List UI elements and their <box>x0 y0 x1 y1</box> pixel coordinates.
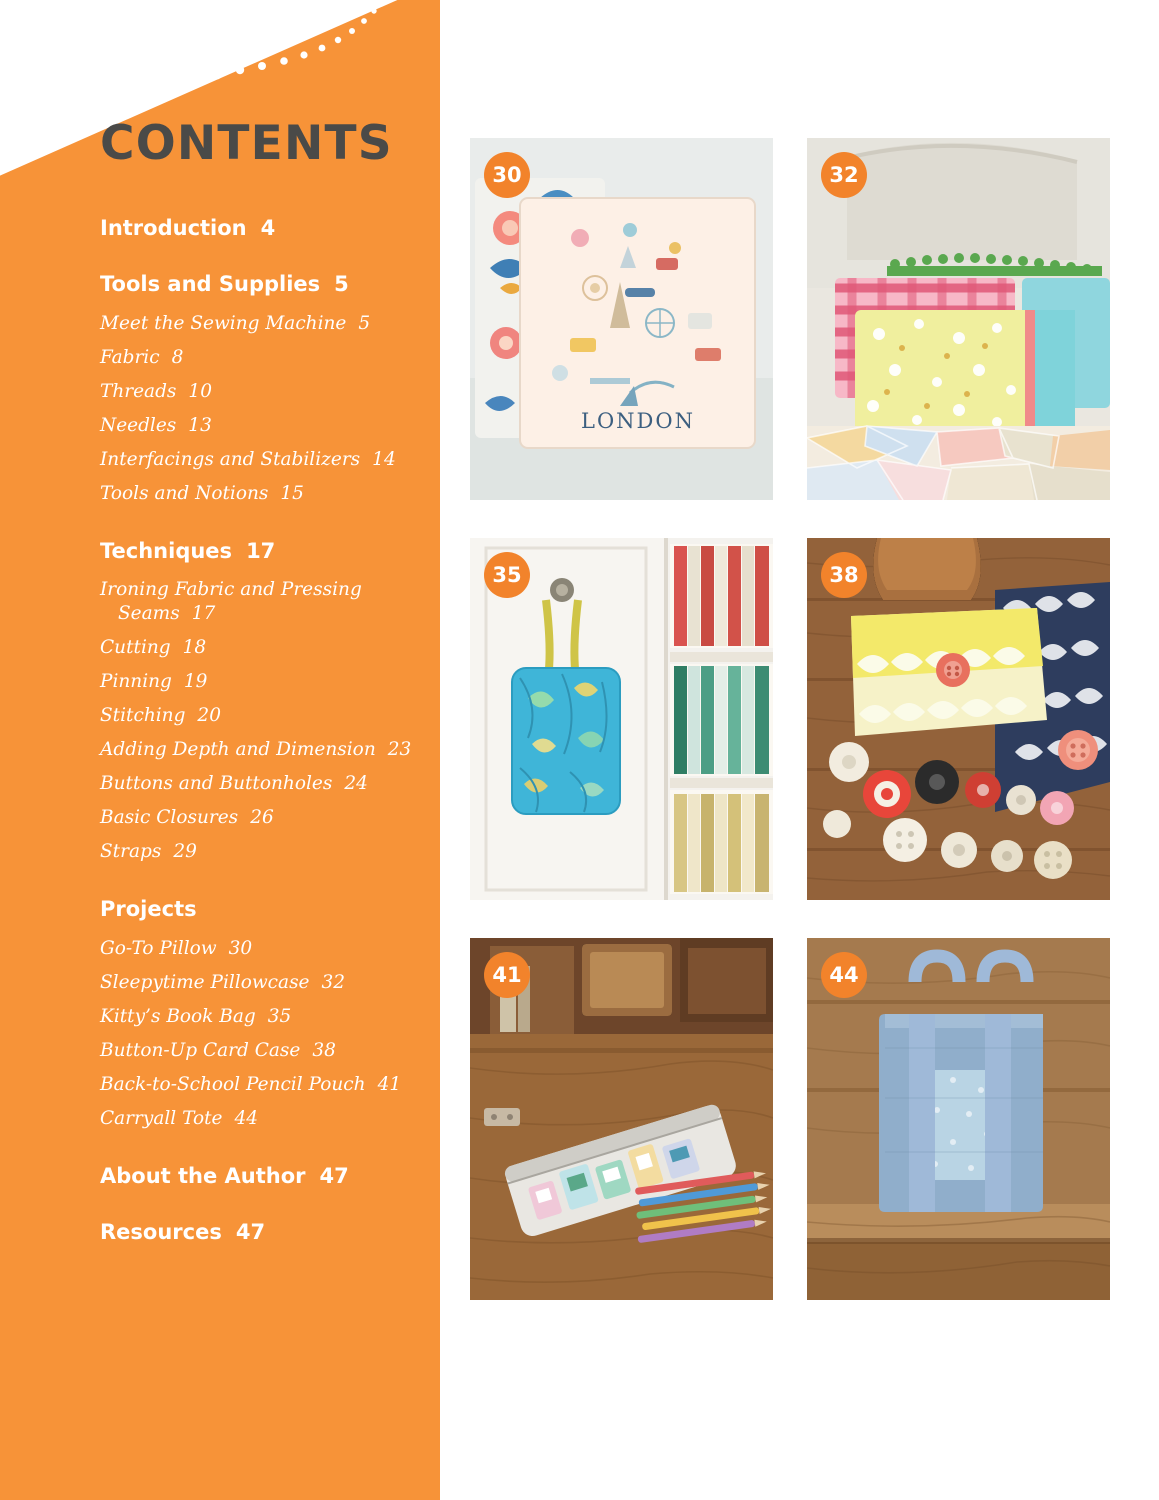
photo-page-badge: 41 <box>484 952 530 998</box>
photo-row-3 <box>470 938 1110 1300</box>
toc-label: Carryall Tote <box>100 1107 223 1129</box>
toc-label: Go-To Pillow <box>100 937 217 959</box>
contents-sidebar <box>0 0 440 1500</box>
toc-label-continued: Seams 17 <box>118 603 216 625</box>
toc-label: Stitching <box>100 705 186 727</box>
toc-page-number: 32 <box>321 971 346 993</box>
toc-label: Tools and Supplies <box>100 272 321 297</box>
toc-label: Adding Depth and Dimension <box>100 739 376 761</box>
toc-item-meet-the-sewing-machine[interactable] <box>100 312 430 336</box>
toc-item-back-to-school-pencil-pouch[interactable] <box>100 1073 430 1097</box>
toc-label: About the Author <box>100 1163 306 1188</box>
photo-row-2 <box>470 538 1110 900</box>
photo-page-badge: 32 <box>821 152 867 198</box>
photo-page-badge: 44 <box>821 952 867 998</box>
toc-item-resources[interactable] <box>100 1219 430 1245</box>
toc-page-number: 10 <box>188 380 212 402</box>
table-of-contents <box>100 215 430 1253</box>
toc-page-number: 38 <box>312 1039 336 1061</box>
toc-page-number: 30 <box>228 937 253 959</box>
toc-item-ironing-fabric-and-pressing-seams[interactable] <box>100 578 430 626</box>
photo-page-badge: 38 <box>821 552 867 598</box>
toc-label: Back-to-School Pencil Pouch <box>100 1073 366 1095</box>
toc-page-number: 8 <box>171 346 184 368</box>
toc-label: Cutting <box>100 637 171 659</box>
toc-label: Pinning <box>100 671 172 693</box>
toc-item-adding-depth-and-dimension[interactable] <box>100 738 430 762</box>
toc-item-tools-and-supplies[interactable] <box>100 271 430 297</box>
photo-go-to-pillow[interactable] <box>470 138 773 500</box>
toc-page-number: 14 <box>372 448 396 470</box>
photo-button-up-card-case[interactable] <box>807 538 1110 900</box>
toc-label: Buttons and Buttonholes <box>100 773 333 795</box>
toc-page-number: 29 <box>173 841 197 863</box>
photo-kittys-book-bag[interactable] <box>470 538 773 900</box>
photo-row-1 <box>470 138 1110 500</box>
toc-page-number: 13 <box>188 414 212 436</box>
toc-label: Kitty’s Book Bag <box>100 1005 256 1027</box>
toc-item-cutting[interactable] <box>100 636 430 660</box>
toc-page-number: 24 <box>344 773 368 795</box>
toc-page-number: 5 <box>358 312 371 334</box>
toc-item-projects[interactable] <box>100 896 430 922</box>
toc-page-number: 18 <box>182 637 207 659</box>
toc-item-basic-closures[interactable] <box>100 806 430 830</box>
toc-label: Projects <box>100 897 197 922</box>
project-photo-grid <box>470 138 1110 1338</box>
toc-item-about-the-author[interactable] <box>100 1163 430 1189</box>
toc-page-number: 44 <box>234 1107 259 1129</box>
toc-label: Straps <box>100 841 162 863</box>
toc-item-straps[interactable] <box>100 840 430 864</box>
toc-page-number: 15 <box>280 482 304 504</box>
toc-page-number: 47 <box>319 1163 349 1188</box>
toc-item-fabric[interactable] <box>100 346 430 370</box>
toc-label: Threads <box>100 380 177 402</box>
toc-page-number: 41 <box>377 1073 402 1095</box>
photo-page-badge: 30 <box>484 152 530 198</box>
toc-page-number: 19 <box>183 671 208 693</box>
toc-page-number: 17 <box>246 538 276 563</box>
toc-item-button-up-card-case[interactable] <box>100 1039 430 1063</box>
toc-label: Meet the Sewing Machine <box>100 312 347 334</box>
toc-page-number: 23 <box>387 739 412 761</box>
toc-item-stitching[interactable] <box>100 704 430 728</box>
toc-item-introduction[interactable] <box>100 215 430 241</box>
toc-item-threads[interactable] <box>100 380 430 404</box>
toc-page-number: 4 <box>260 216 276 240</box>
toc-page-number: 17 <box>191 603 216 625</box>
toc-label: Tools and Notions <box>100 482 269 504</box>
toc-label: Introduction <box>100 216 247 240</box>
toc-label: Resources <box>100 1220 222 1245</box>
photo-pencil-pouch[interactable] <box>470 938 773 1300</box>
toc-page-number: 47 <box>235 1220 266 1245</box>
toc-page-number: 5 <box>334 272 349 297</box>
toc-label: Techniques <box>100 538 233 563</box>
toc-label: Fabric <box>100 346 160 368</box>
toc-label: Ironing Fabric and Pressing <box>100 579 362 601</box>
svg-text:LONDON: LONDON <box>581 409 695 433</box>
toc-label: Basic Closures <box>100 807 239 829</box>
toc-item-buttons-and-buttonholes[interactable] <box>100 772 430 796</box>
toc-item-pinning[interactable] <box>100 670 430 694</box>
photo-sleepytime-pillowcase[interactable] <box>807 138 1110 500</box>
toc-page-number: 35 <box>267 1005 292 1027</box>
toc-label: Needles <box>100 414 177 436</box>
toc-item-kittys-book-bag[interactable] <box>100 1005 430 1029</box>
toc-item-carryall-tote[interactable] <box>100 1107 430 1131</box>
toc-item-techniques[interactable] <box>100 538 430 564</box>
toc-item-tools-and-notions[interactable] <box>100 482 430 506</box>
toc-label: Sleepytime Pillowcase <box>100 971 310 993</box>
photo-carryall-tote[interactable] <box>807 938 1110 1300</box>
page-title: CONTENTS <box>100 116 393 171</box>
photo-page-badge: 35 <box>484 552 530 598</box>
toc-page-number: 20 <box>197 705 221 727</box>
toc-item-needles[interactable] <box>100 414 430 438</box>
toc-item-interfacings-and-stabilizers[interactable] <box>100 448 430 472</box>
toc-page-number: 26 <box>250 807 274 829</box>
toc-label: Button-Up Card Case <box>100 1039 301 1061</box>
toc-item-sleepytime-pillowcase[interactable] <box>100 971 430 995</box>
toc-label: Interfacings and Stabilizers <box>100 448 361 470</box>
toc-item-go-to-pillow[interactable] <box>100 937 430 961</box>
